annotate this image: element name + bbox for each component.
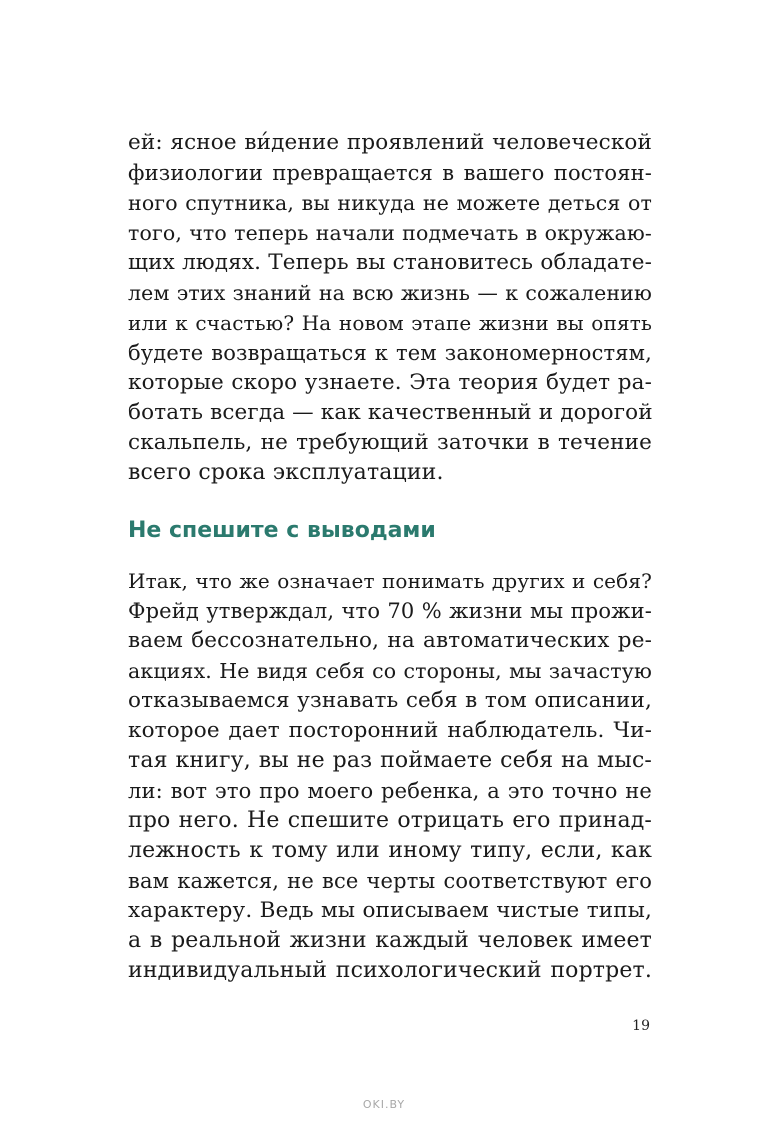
watermark: OKI.BY — [362, 1098, 406, 1111]
text-line: ваем бессознательно, на автоматических ре- — [128, 628, 652, 653]
text-line: акциях. Не видя себя со стороны, мы зачастую — [128, 659, 652, 683]
text-line: того, что теперь начали подмечать в окружаю- — [128, 221, 652, 245]
text-line: которые скоро узнаете. Эта теория будет ра- — [128, 370, 652, 395]
section-heading: Не спешите с выводами — [128, 518, 436, 543]
text-line: ей: ясное ви́дение проявлений человеческой — [128, 130, 652, 155]
text-line: щих людях. Теперь вы становитесь обладате- — [128, 250, 652, 275]
text-line: про него. Не спешите отрицать его принад- — [128, 808, 652, 833]
text-line: Фрейд утверждал, что 70 % жизни мы прожи- — [128, 599, 652, 623]
text-line: тая книгу, вы не раз поймаете себя на мыс- — [128, 748, 652, 773]
text-line: будете возвращаться к тем закономерностям, — [128, 341, 652, 365]
text-line: а в реальной жизни каждый человек имеет — [128, 928, 652, 953]
text-line: ботать всегда — как качественный и дорогой — [128, 400, 653, 425]
text-line: ного спутника, вы никуда не можете деться от — [128, 191, 652, 215]
text-line: Итак, что же означает понимать других и себя? — [128, 569, 652, 593]
text-line: физиологии превращается в вашего постоян- — [128, 161, 652, 185]
text-line: характеру. Ведь мы описываем чистые типы, — [128, 898, 652, 923]
text-line: вам кажется, не все черты соответствуют его — [128, 869, 652, 893]
text-line: индивидуальный психологический портрет. — [128, 958, 652, 983]
text-line: которое дает посторонний наблюдатель. Чи- — [128, 718, 652, 743]
text-line: отказываемся узнавать себя в том описании, — [128, 688, 652, 713]
text-line-last: всего срока эксплуатации. — [128, 460, 444, 485]
text-line: ли: вот это про моего ребенка, а это точно не — [128, 779, 652, 803]
page-number: 19 — [632, 1018, 650, 1034]
text-line: или к счастью? На новом этапе жизни вы опять — [128, 311, 652, 335]
text-line: лежность к тому или иному типу, если, как — [128, 838, 652, 863]
text-line: скальпель, не требующий заточки в течение — [128, 430, 652, 455]
text-line: лем этих знаний на всю жизнь — к сожалению — [128, 281, 652, 305]
